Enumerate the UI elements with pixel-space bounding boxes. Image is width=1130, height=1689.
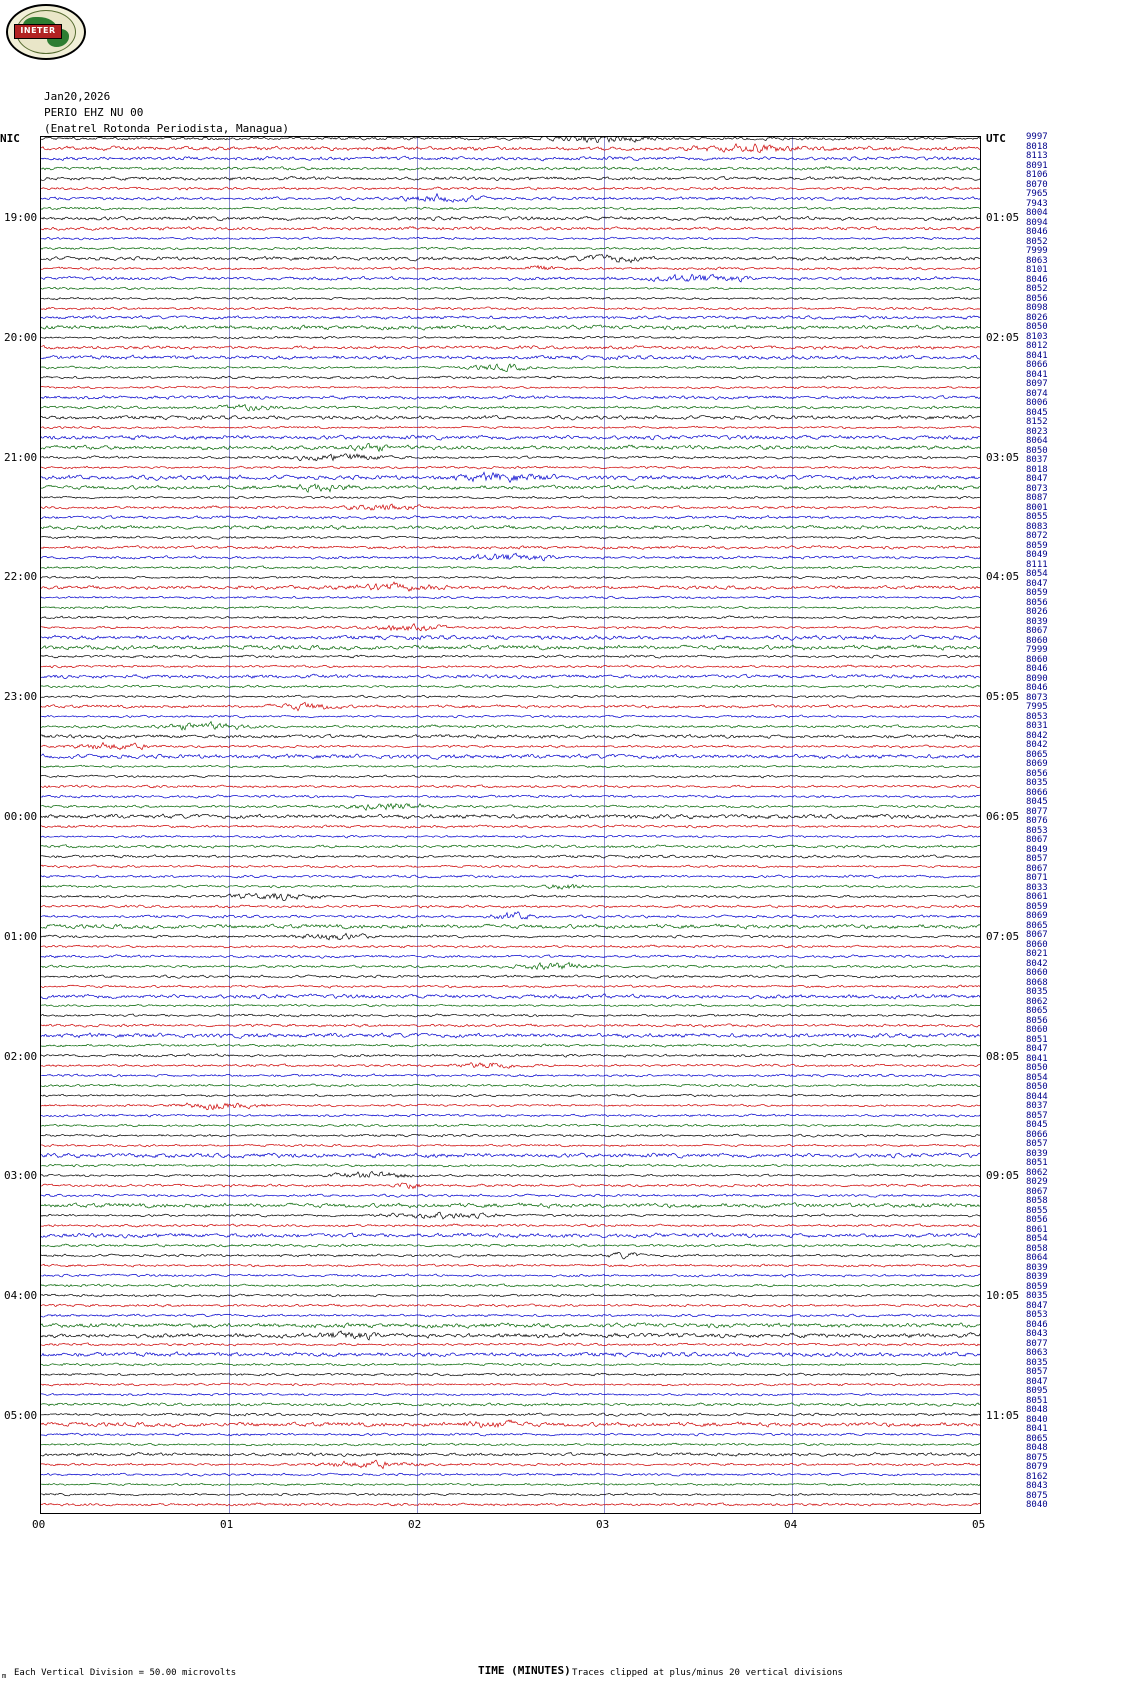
- time-label-local: 02:00: [4, 1049, 38, 1063]
- trace-amplitude-value: 8049: [1026, 550, 1048, 561]
- trace-amplitude-value: 8041: [1026, 1424, 1048, 1435]
- trace-amplitude-value: 8057: [1026, 1367, 1048, 1378]
- trace-amplitude-value: 8060: [1026, 654, 1048, 665]
- footer-clip-note: Traces clipped at plus/minus 20 vertical divisions: [572, 1668, 843, 1678]
- trace-amplitude-value: 8066: [1026, 360, 1048, 371]
- trace-amplitude-value: 8012: [1026, 341, 1048, 352]
- x-tick-label: 03: [596, 1518, 610, 1531]
- time-label-utc: 11:05: [986, 1409, 1020, 1423]
- trace-amplitude-value: 8054: [1026, 1072, 1048, 1083]
- trace-amplitude-value: 8043: [1026, 1329, 1048, 1340]
- trace-amplitude-value: 8045: [1026, 407, 1048, 418]
- trace-amplitude-value: 8067: [1026, 626, 1048, 637]
- trace-amplitude-value: 8039: [1026, 616, 1048, 627]
- trace-amplitude-value: 8091: [1026, 160, 1048, 171]
- trace-amplitude-value: 8071: [1026, 873, 1048, 884]
- time-label-utc: 01:05: [986, 210, 1020, 224]
- trace-amplitude-value: 8052: [1026, 284, 1048, 295]
- trace-amplitude-value: 8065: [1026, 1433, 1048, 1444]
- time-label-utc: 09:05: [986, 1169, 1020, 1183]
- axis-label-utc: UTC: [986, 132, 1006, 145]
- time-label-utc: 08:05: [986, 1049, 1020, 1063]
- time-label-local: 00:00: [4, 810, 38, 823]
- x-axis-title: TIME (MINUTES): [478, 1664, 571, 1677]
- trace-amplitude-value: 8006: [1026, 398, 1048, 409]
- trace-amplitude-value: 8051: [1026, 1034, 1048, 1045]
- time-label-local: 03:00: [4, 1169, 38, 1183]
- trace-amplitude-value: 8076: [1026, 816, 1048, 827]
- trace-amplitude-value: 8068: [1026, 977, 1048, 988]
- trace-amplitude-value: 8101: [1026, 265, 1048, 276]
- trace-amplitude-value: 8053: [1026, 825, 1048, 836]
- trace-amplitude-value: 8087: [1026, 493, 1048, 504]
- trace-amplitude-value: 8061: [1026, 1224, 1048, 1235]
- trace-amplitude-value: 8050: [1026, 1082, 1048, 1093]
- trace-amplitude-value: 8067: [1026, 930, 1048, 941]
- trace-amplitude-value: 8064: [1026, 1253, 1048, 1264]
- trace-amplitude-value: 8067: [1026, 1186, 1048, 1197]
- trace-amplitude-value: 8079: [1026, 1462, 1048, 1473]
- trace-amplitude-value: 8074: [1026, 388, 1048, 399]
- time-label-local: 04:00: [4, 1289, 38, 1303]
- trace-amplitude-value: 7999: [1026, 246, 1048, 257]
- trace-amplitude-value: 8037: [1026, 455, 1048, 466]
- trace-amplitude-value: 8050: [1026, 322, 1048, 333]
- trace-amplitude-value: 8106: [1026, 170, 1048, 180]
- x-tick-label: 01: [220, 1518, 234, 1531]
- x-tick-label: 00: [32, 1518, 46, 1531]
- trace-amplitude-value: 8095: [1026, 1386, 1048, 1397]
- trace-amplitude-value: 8064: [1026, 436, 1048, 447]
- trace-amplitude-value: 8073: [1026, 483, 1048, 494]
- trace-amplitude-value: 8047: [1026, 474, 1048, 485]
- trace-amplitude-value: 8035: [1026, 987, 1048, 998]
- trace-amplitude-value: 8039: [1026, 1272, 1048, 1283]
- trace-amplitude-value: 8103: [1026, 331, 1048, 342]
- time-label-local: 05:00: [4, 1409, 38, 1423]
- trace-amplitude-value: 8026: [1026, 607, 1048, 618]
- time-label-local: 21:00: [4, 450, 38, 464]
- trace-amplitude-value: 7995: [1026, 702, 1048, 713]
- trace-amplitude-value: 8051: [1026, 1395, 1048, 1406]
- trace-amplitude-value: 8097: [1026, 379, 1048, 390]
- x-tick-label: 04: [784, 1518, 798, 1531]
- trace-amplitude-value: 8047: [1026, 578, 1048, 589]
- trace-amplitude-value: 8113: [1026, 151, 1048, 161]
- footer-scale-note: Each Vertical Division = 50.00 microvolts: [14, 1668, 237, 1678]
- trace-amplitude-value: 8031: [1026, 721, 1048, 732]
- trace-amplitude-value: 8039: [1026, 1148, 1048, 1159]
- trace-amplitude-value: 8057: [1026, 1139, 1048, 1150]
- trace-amplitude-value: 8075: [1026, 1490, 1048, 1501]
- trace-amplitude-value: 8059: [1026, 901, 1048, 912]
- trace-amplitude-value: 8065: [1026, 1006, 1048, 1017]
- trace-amplitude-value: 8040: [1026, 1414, 1048, 1425]
- trace-amplitude-value: 8046: [1026, 227, 1048, 238]
- trace-amplitude-value: 8018: [1026, 464, 1048, 475]
- trace-amplitude-value: 8059: [1026, 1281, 1048, 1292]
- trace-amplitude-value: 8069: [1026, 911, 1048, 922]
- x-tick-label: 05: [972, 1518, 986, 1531]
- time-label-local: 01:00: [4, 929, 38, 943]
- trace-amplitude-value: 8052: [1026, 236, 1048, 247]
- trace-amplitude-value: 8041: [1026, 369, 1048, 380]
- trace-amplitude-value: 8056: [1026, 597, 1048, 608]
- trace-amplitude-value: 8063: [1026, 255, 1048, 266]
- header-date: Jan20,2026: [44, 90, 111, 103]
- time-label-local: 23:00: [4, 690, 38, 704]
- trace-amplitude-value: 8042: [1026, 730, 1048, 741]
- trace-amplitude-value: 8046: [1026, 664, 1048, 675]
- header-site: (Enatrel Rotonda Periodista, Managua): [44, 122, 290, 135]
- trace-amplitude-value: 8035: [1026, 778, 1048, 789]
- time-label-utc: 05:05: [986, 690, 1020, 704]
- trace-amplitude-value: 8063: [1026, 1348, 1048, 1359]
- trace-amplitude-value: 7965: [1026, 189, 1048, 200]
- trace-amplitude-value: 8077: [1026, 1338, 1048, 1349]
- logo-text: INETER: [20, 26, 56, 35]
- trace-amplitude-value: 7943: [1026, 198, 1048, 209]
- trace-amplitude-value: 8056: [1026, 293, 1048, 304]
- trace-amplitude-value: 8044: [1026, 1091, 1048, 1102]
- seismic-trace: [41, 1497, 981, 1512]
- trace-amplitude-value: 8037: [1026, 1101, 1048, 1112]
- time-label-local: 22:00: [4, 570, 38, 584]
- trace-amplitude-value: 8083: [1026, 521, 1048, 532]
- trace-amplitude-value: 8054: [1026, 1234, 1048, 1245]
- trace-amplitude-value: 8057: [1026, 854, 1048, 865]
- trace-amplitude-value: 8046: [1026, 683, 1048, 694]
- trace-amplitude-value: 8070: [1026, 179, 1048, 190]
- trace-amplitude-value: 9997: [1026, 132, 1048, 142]
- trace-amplitude-value: 8047: [1026, 1044, 1048, 1055]
- trace-amplitude-value: 8018: [1026, 141, 1048, 152]
- trace-amplitude-value: 8035: [1026, 1357, 1048, 1368]
- trace-amplitude-value: 8001: [1026, 502, 1048, 513]
- trace-amplitude-value: 8042: [1026, 740, 1048, 751]
- trace-amplitude-value: 8046: [1026, 1319, 1048, 1330]
- trace-amplitude-value: 8056: [1026, 1215, 1048, 1226]
- time-label-utc: 06:05: [986, 810, 1020, 823]
- trace-amplitude-value: 8062: [1026, 1167, 1048, 1178]
- trace-amplitude-value: 8072: [1026, 531, 1048, 542]
- trace-amplitude-value: 8047: [1026, 1300, 1048, 1311]
- trace-amplitude-value: 8048: [1026, 1443, 1048, 1454]
- trace-amplitude-value: 8094: [1026, 217, 1048, 228]
- trace-amplitude-value: 8029: [1026, 1177, 1048, 1188]
- trace-amplitude-value: 8045: [1026, 797, 1048, 808]
- time-label-utc: 07:05: [986, 929, 1020, 943]
- trace-amplitude-value: 8069: [1026, 759, 1048, 770]
- trace-amplitude-value: 8056: [1026, 768, 1048, 779]
- trace-amplitude-value: 8047: [1026, 1376, 1048, 1387]
- time-label-utc: 03:05: [986, 450, 1020, 464]
- trace-amplitude-value: 8060: [1026, 1025, 1048, 1036]
- trace-amplitude-value: 8058: [1026, 1196, 1048, 1207]
- trace-amplitude-value: 8067: [1026, 863, 1048, 874]
- trace-amplitude-value: 8061: [1026, 892, 1048, 903]
- axis-label-local-time: NIC: [0, 132, 20, 145]
- trace-amplitude-value: 8050: [1026, 445, 1048, 456]
- trace-amplitude-value: 8046: [1026, 274, 1048, 285]
- trace-amplitude-value: 8057: [1026, 1110, 1048, 1121]
- trace-amplitude-value: 8043: [1026, 1481, 1048, 1492]
- trace-amplitude-value: 8077: [1026, 806, 1048, 817]
- time-label-local: 19:00: [4, 210, 38, 224]
- trace-amplitude-value: 8060: [1026, 939, 1048, 950]
- trace-amplitude-value: 8058: [1026, 1243, 1048, 1254]
- trace-amplitude-value: 8060: [1026, 968, 1048, 979]
- trace-amplitude-value: 8060: [1026, 635, 1048, 646]
- helicorder-plot: [40, 136, 981, 1514]
- time-label-utc: 02:05: [986, 330, 1020, 344]
- trace-amplitude-value: 8040: [1026, 1500, 1048, 1511]
- trace-amplitude-value: 8066: [1026, 1129, 1048, 1140]
- trace-amplitude-value: 8059: [1026, 540, 1048, 551]
- trace-amplitude-value: 8054: [1026, 569, 1048, 580]
- time-label-local: 20:00: [4, 330, 38, 344]
- trace-amplitude-value: 8062: [1026, 996, 1048, 1007]
- trace-amplitude-value: 8065: [1026, 749, 1048, 760]
- trace-amplitude-value: 8065: [1026, 920, 1048, 931]
- footer-tiny-mark: m: [2, 1672, 7, 1680]
- trace-amplitude-value: 8051: [1026, 1158, 1048, 1169]
- trace-amplitude-value: 8035: [1026, 1291, 1048, 1302]
- trace-amplitude-value: 8045: [1026, 1120, 1048, 1131]
- time-label-utc: 04:05: [986, 570, 1020, 584]
- trace-amplitude-value: 7999: [1026, 645, 1048, 656]
- trace-amplitude-value: 8066: [1026, 787, 1048, 798]
- time-label-utc: 10:05: [986, 1289, 1020, 1303]
- trace-amplitude-value: 8042: [1026, 958, 1048, 969]
- trace-amplitude-value: 8073: [1026, 692, 1048, 703]
- trace-amplitude-value: 8050: [1026, 1063, 1048, 1074]
- trace-amplitude-value: 8048: [1026, 1405, 1048, 1416]
- trace-amplitude-value: 8090: [1026, 673, 1048, 684]
- trace-amplitude-value: 8067: [1026, 835, 1048, 846]
- trace-amplitude-value: 8039: [1026, 1262, 1048, 1273]
- trace-amplitude-value: 8098: [1026, 303, 1048, 314]
- trace-amplitude-value: 8152: [1026, 417, 1048, 428]
- trace-amplitude-value: 8059: [1026, 588, 1048, 599]
- trace-amplitude-value: 8055: [1026, 512, 1048, 523]
- trace-amplitude-value: 8055: [1026, 1205, 1048, 1216]
- trace-amplitude-value: 8004: [1026, 208, 1048, 219]
- trace-amplitude-value: 8041: [1026, 1053, 1048, 1064]
- trace-amplitude-value: 8056: [1026, 1015, 1048, 1026]
- trace-amplitude-value: 8111: [1026, 559, 1048, 570]
- trace-amplitude-value: 8026: [1026, 312, 1048, 323]
- trace-amplitude-value: 8023: [1026, 426, 1048, 437]
- trace-amplitude-value: 8075: [1026, 1452, 1048, 1463]
- trace-amplitude-value: 8162: [1026, 1471, 1048, 1482]
- ineter-logo: [6, 4, 88, 62]
- trace-amplitude-value: 8053: [1026, 711, 1048, 722]
- x-tick-label: 02: [408, 1518, 422, 1531]
- trace-amplitude-value: 8021: [1026, 949, 1048, 960]
- trace-amplitude-value: 8041: [1026, 350, 1048, 361]
- trace-amplitude-value: 8053: [1026, 1310, 1048, 1321]
- header-channel: PERIO EHZ NU 00: [44, 106, 144, 119]
- trace-amplitude-value: 8033: [1026, 882, 1048, 893]
- trace-amplitude-value: 8049: [1026, 844, 1048, 855]
